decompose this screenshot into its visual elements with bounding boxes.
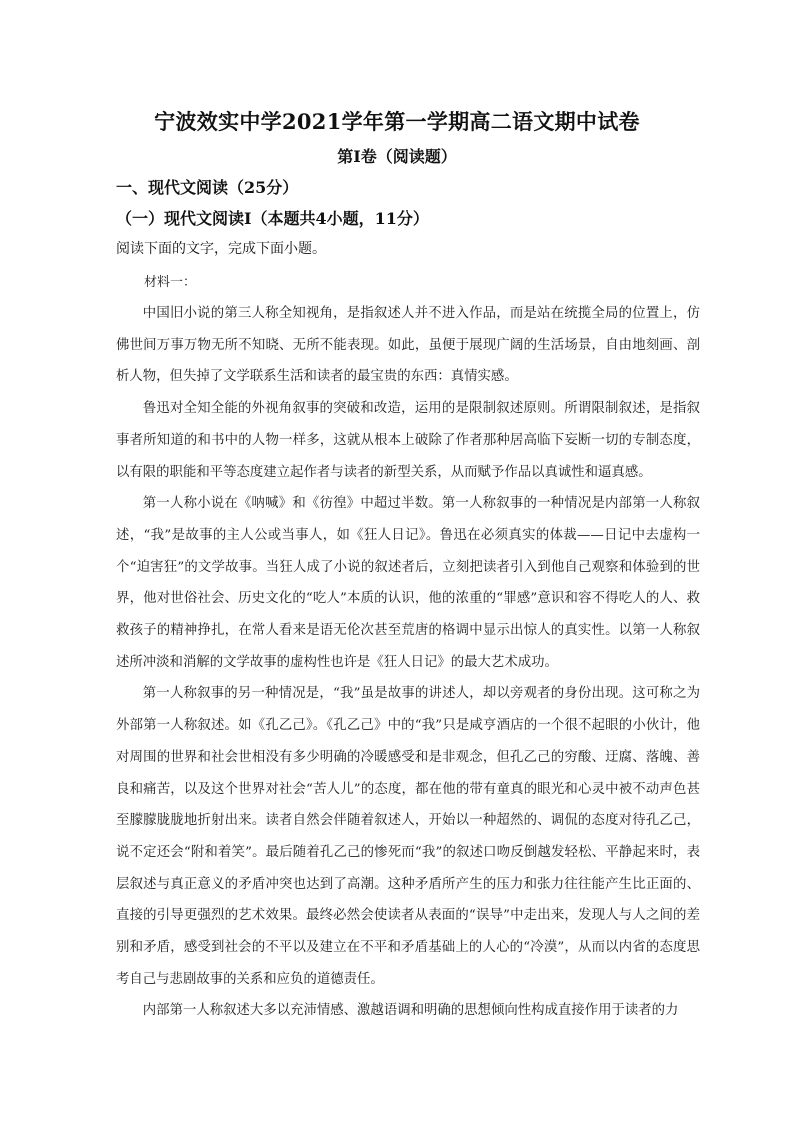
passage-paragraph: 中国旧小说的第三人称全知视角，是指叙述人并不进入作品，而是站在统揽全局的位置上，仿佛世间万事万物无所不知晓、无所不能表现。如此，虽便于展现广阔的生活场景，自由地刻画、剖析人物，但失掉了文学联系生活和读者的最宝贵的东西：真情实感。 <box>116 306 700 385</box>
passage-body <box>116 298 700 1027</box>
reading-instruction: 阅读下面的文字，完成下面小题。 <box>116 241 326 257</box>
passage-paragraph: 第一人称叙事的另一种情况是，“我”虽是故事的讲述人，却以旁观者的身份出现。这可称之为外部第一人称叙述。如《孔乙己》。《孔乙己》中的“我”只是咸亨酒店的一个很不起眼的小伙计，他对周围的世界和社会世相没有多少明确的冷暖感受和是非观念，但孔乙己的穷酸、迂腐、落魄、善良和痛苦，以及这个世界对社会“苦人儿”的态度，都在他的带有童真的眼光和心灵中被不动声色甚至朦朦胧胧地折射出来。读者自然会伴随着叙述人，开始以一种超然的、调侃的态度对待孔乙己，说不定还会“附和着笑”。最后随着孔乙己的惨死而“我”的叙述口吻反倒越发轻松、平静起来时，表层叙述与真正意义的矛盾冲突也达到了高潮。这种矛盾所产生的压力和张力往往能产生比正面的、直接的引导更强烈的艺术效果。最终必然会使读者从表面的“误导”中走出来，发现人与人之间的差别和矛盾，感受到社会的不平以及建立在不平和矛盾基础上的人心的“冷漠”，从而以内省的态度思考自己与悲剧故事的关系和应负的道德责任。 <box>116 686 700 987</box>
volume-subtitle: 第Ⅰ卷（阅读题） <box>337 147 457 166</box>
exam-title: 宁波效实中学2021学年第一学期高二语文期中试卷 <box>154 109 640 134</box>
passage-paragraph: 鲁迅对全知全能的外视角叙事的突破和改造，运用的是限制叙述原则。所谓限制叙述，是指叙事者所知道的和书中的人物一样多，这就从根本上破除了作者那种居高临下妄断一切的专制态度，以有限的职能和平等态度建立起作者与读者的新型关系，从而赋予作品以真诚性和逼真感。 <box>116 401 700 480</box>
material-label: 材料一： <box>144 275 197 290</box>
subsection-heading: （一）现代文阅读Ⅰ（本题共4小题，11分） <box>116 209 429 228</box>
section-heading: 一、现代文阅读（25分） <box>116 178 299 197</box>
passage-paragraph: 内部第一人称叙述大多以充沛情感、激越语调和明确的思想倾向性构成直接作用于读者的力 <box>142 1003 679 1019</box>
passage-paragraph: 第一人称小说在《呐喊》和《彷徨》中超过半数。第一人称叙事的一种情况是内部第一人称叙述，“我”是故事的主人公或当事人，如《狂人日记》。鲁迅在必须真实的体裁——日记中去虚构一个“迫害狂”的文学故事。当狂人成了小说的叙述者后，立刻把读者引入到他自己观察和体验到的世界，他对世俗社会、历史文化的“吃人”本质的认识，他的浓重的“罪感”意识和容不得吃人的人、救救孩子的精神挣扎，在常人看来是语无伦次甚至荒唐的格调中显示出惊人的真实性。以第一人称叙述所冲淡和消解的文学故事的虚构性也许是《狂人日记》的最大艺术成功。 <box>116 496 700 670</box>
